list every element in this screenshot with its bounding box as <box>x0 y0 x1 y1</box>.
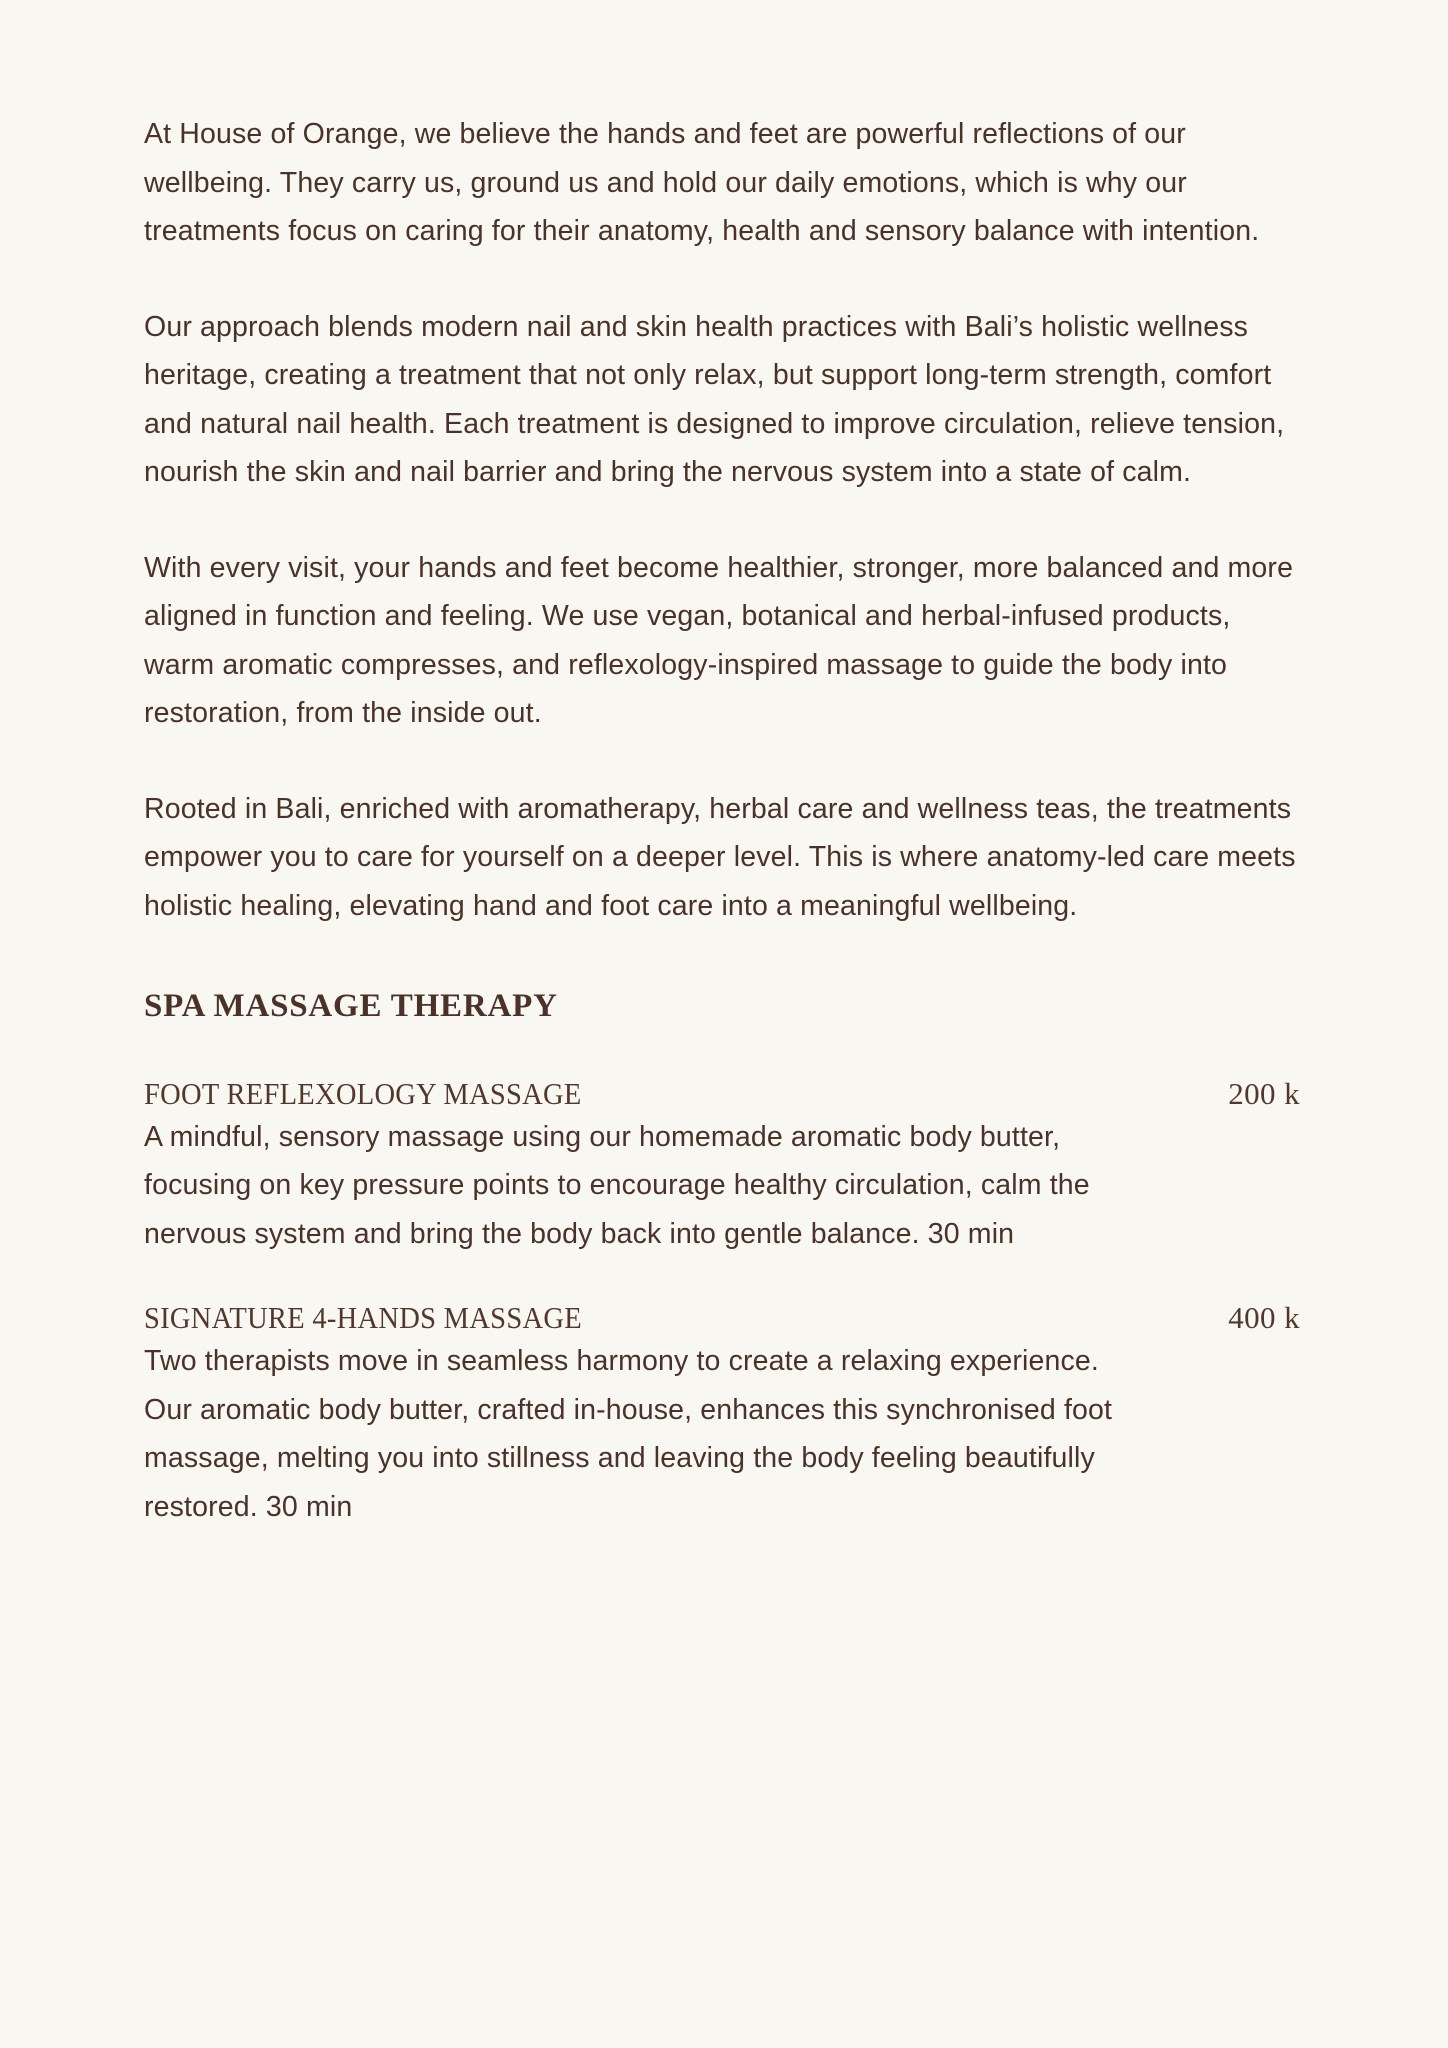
treatment-name: SIGNATURE 4-HANDS MASSAGE <box>144 1300 582 1336</box>
treatment-description: Two therapists move in seamless harmony to create a relaxing experience. Our aromatic body butter, crafted in-house, enhances this synchronised foot massage, melting you into stillness and leaving the body feeling beautifully restored. 30 min <box>144 1345 1113 1523</box>
treatment-header-row <box>144 1300 1304 1336</box>
section-title-spa-massage-therapy: SPA MASSAGE THERAPY <box>144 988 558 1024</box>
intro-paragraph-4: Rooted in Bali, enriched with aromatherapy, herbal care and wellness teas, the treatments empower you to care for yourself on a deeper level. This is where anatomy-led care meets holistic healing, elevating hand and foot care into a meaningful wellbeing. <box>144 792 1296 922</box>
treatment-list <box>144 1076 1328 1532</box>
intro-paragraph-2: Our approach blends modern nail and skin health practices with Bali’s holistic wellness heritage, creating a treatment that not only relax, but support long-term strength, comfort and natural nail health. Each treatment is designed to improve circulation, relieve tension, nourish the skin and nail barrier and bring the nervous system into a state of calm. <box>144 310 1285 488</box>
intro-section <box>144 110 1304 930</box>
treatment-header-row <box>144 1076 1304 1112</box>
treatment-item <box>144 1300 1304 1531</box>
treatment-price: 400 k <box>1228 1300 1300 1336</box>
treatment-description: A mindful, sensory massage using our homemade aromatic body butter, focusing on key pressure points to encourage healthy circulation, calm the nervous system and bring the body back into gentle balance. 30 min <box>144 1120 1090 1250</box>
treatment-item <box>144 1076 1304 1259</box>
intro-paragraph-3: With every visit, your hands and feet become healthier, stronger, more balanced and more aligned in function and feeling. We use vegan, botanical and herbal-infused products, warm aromatic compresses, and reflexology-inspired massage to guide the body into restoration, from the inside out. <box>144 551 1294 729</box>
intro-paragraph-1: At House of Orange, we believe the hands and feet are powerful reflections of our wellbeing. They carry us, ground us and hold our daily emotions, which is why our treatments focus on caring for their anatomy, health and sensory balance with intention. <box>144 118 1260 247</box>
treatment-price: 200 k <box>1228 1075 1300 1111</box>
treatment-name: FOOT REFLEXOLOGY MASSAGE <box>144 1075 582 1111</box>
